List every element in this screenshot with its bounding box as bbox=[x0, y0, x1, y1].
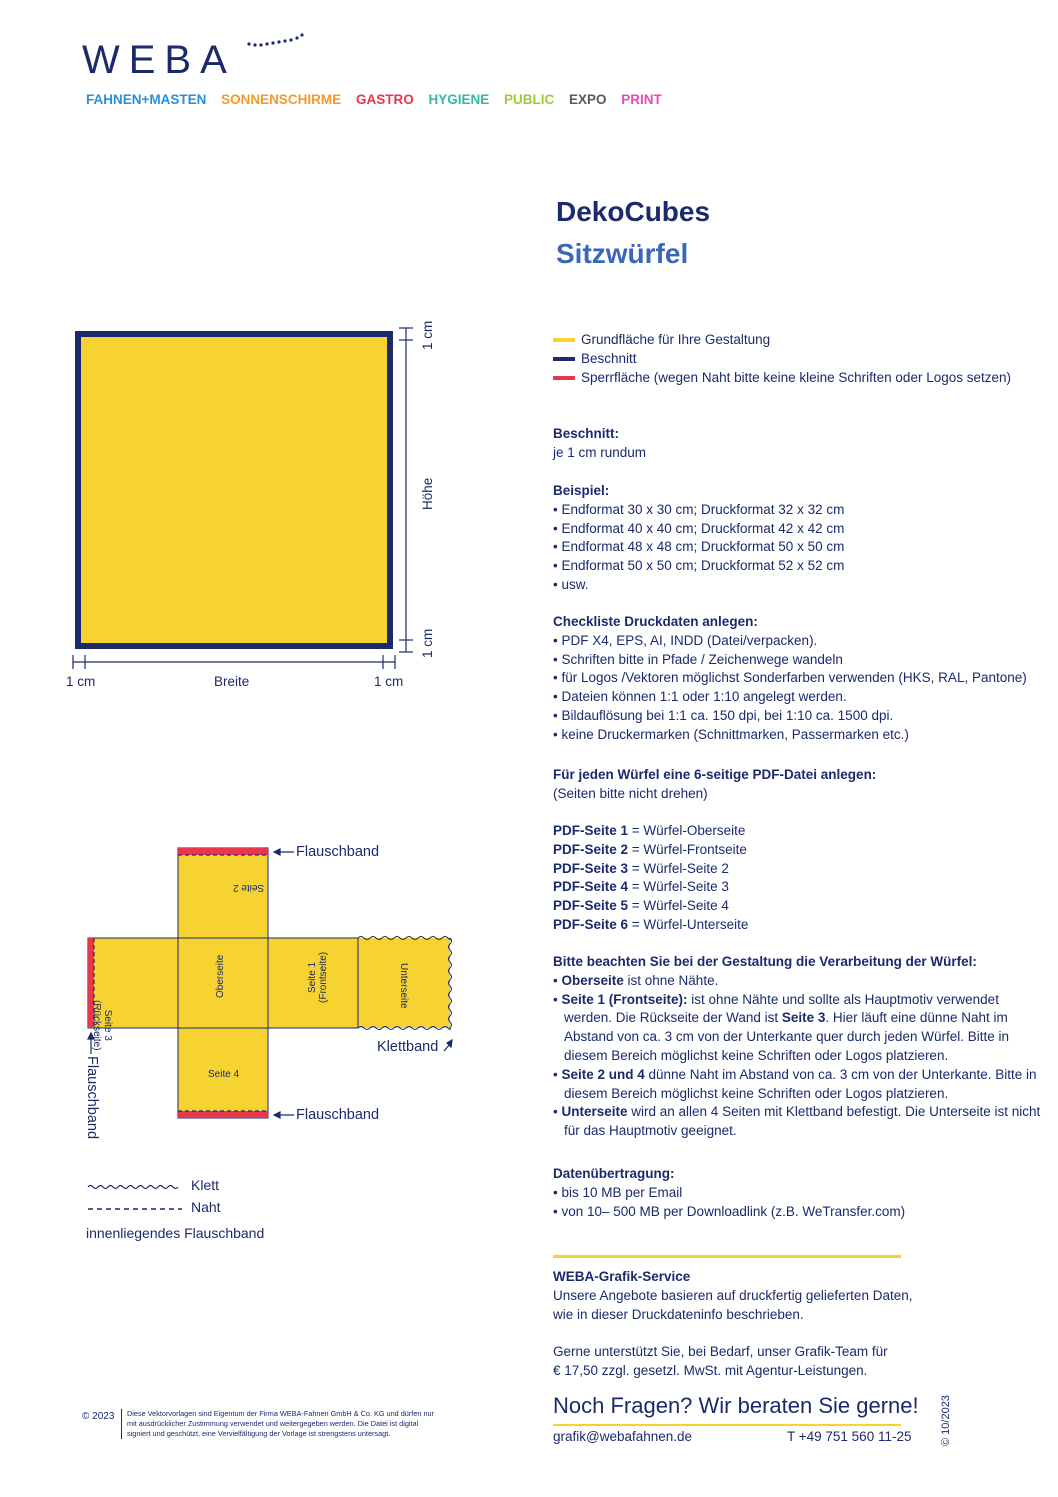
legend-label: Beschnitt bbox=[581, 351, 637, 366]
label-seite1-title: Seite 1 bbox=[307, 961, 318, 994]
key-klett: Klett bbox=[191, 1177, 220, 1193]
label-flauschband-top: Flauschband bbox=[296, 844, 380, 860]
bullet-bold: Oberseite bbox=[561, 972, 624, 988]
legend-item-sperrflaeche bbox=[553, 370, 1011, 385]
beschnitt-text: je 1 cm rundum bbox=[553, 444, 647, 460]
pdf-page-key: PDF-Seite 3 bbox=[553, 860, 629, 876]
bullet-text: ist ohne Nähte und sollte als Hauptmotiv verwendet werden. Die Rückseite der Wand ist bbox=[564, 991, 999, 1026]
list-item: • Oberseite ist ohne Nähte. bbox=[553, 972, 719, 988]
legend-label: Sperrfläche (wegen Naht bitte keine kleine Schriften oder Logos setzen) bbox=[581, 370, 1011, 385]
list-item: • Endformat 30 x 30 cm; Druckformat 32 x 32 cm bbox=[553, 501, 845, 517]
list-item: • Endformat 48 x 48 cm; Druckformat 50 x 50 cm bbox=[553, 539, 845, 555]
section-checkliste bbox=[553, 613, 1027, 745]
pdf-page-value: = Würfel-Frontseite bbox=[628, 841, 747, 857]
pdf-page-value: = Würfel-Oberseite bbox=[628, 823, 746, 838]
label-seite3-sub: (Rückseite) bbox=[91, 1000, 102, 1051]
list-item: • Seite 2 und 4 dünne Naht im Abstand von ca. 3 cm von der Unterkante. Bitte in diesem Bereich möglichst keine Schriften oder Logos platzieren. bbox=[553, 1066, 1037, 1101]
service-text: wie in dieser Druckdateninfo beschrieben. bbox=[553, 1306, 804, 1322]
pdf-page-value: = Würfel-Unterseite bbox=[628, 916, 749, 932]
contact-underline bbox=[553, 1424, 901, 1426]
label-seite4: Seite 4 bbox=[208, 1069, 240, 1080]
label-seite1 bbox=[307, 952, 329, 1003]
klett-wave-icon bbox=[88, 1186, 178, 1189]
list-item: • Seite 1 (Frontseite): ist ohne Nähte und sollte als Hauptmotiv verwendet werden. Die Rückseite der Wand ist Seite 3. Hier läuft eine dünne Naht im Abstand von ca. 3 cm von der Unterkante quer durch jeden Würfel. Bitte in diesem Bereich möglichst keine Schriften oder Logos platzieren. bbox=[553, 991, 1009, 1063]
bullet-text: ist ohne Nähte. bbox=[623, 972, 719, 988]
yellow-swatch bbox=[553, 338, 575, 342]
pdf-heading: Für jeden Würfel eine 6-seitige PDF-Datei anlegen: bbox=[553, 767, 877, 782]
product-subtitle: Sitzwürfel bbox=[556, 238, 689, 269]
label-seite3 bbox=[91, 1000, 113, 1051]
list-item: • von 10– 500 MB per Downloadlink (z.B. WeTransfer.com) bbox=[553, 1203, 906, 1219]
pdf-sub: (Seiten bitte nicht drehen) bbox=[553, 785, 708, 801]
category-public: PUBLIC bbox=[504, 92, 555, 107]
list-item: • keine Druckermarken (Schnittmarken, Passermarken etc.) bbox=[553, 726, 909, 742]
legend-item-beschnitt bbox=[553, 351, 637, 366]
dim-left-margin: 1 cm bbox=[66, 674, 96, 689]
bullet-bold: Seite 2 und 4 bbox=[561, 1066, 645, 1082]
category-hygiene: HYGIENE bbox=[428, 92, 490, 107]
legend-label: Grundfläche für Ihre Gestaltung bbox=[581, 332, 771, 347]
bullet-text: . Hier läuft eine dünne Naht im Abstand von ca. 3 cm von der Unterkante quer durch jeden Würfel. Bitte in diesem Bereich möglichst keine Schriften oder Logos platzieren. bbox=[564, 1010, 1009, 1063]
bullet-text: dünne Naht im Abstand von ca. 3 cm von der Unterkante. Bitte in diesem Bereich möglichst keine Schriften oder Logos platzieren. bbox=[564, 1066, 1037, 1101]
section-daten bbox=[553, 1165, 905, 1221]
dim-bottom-margin: 1 cm bbox=[420, 628, 435, 658]
list-item: • bis 10 MB per Email bbox=[553, 1184, 683, 1200]
pdf-page-value: = Würfel-Seite 4 bbox=[628, 898, 729, 914]
logo-dots-icon bbox=[247, 32, 307, 52]
contact-heading: Noch Fragen? Wir beraten Sie gerne! bbox=[553, 1393, 919, 1418]
list-item: • Bildauflösung bei 1:1 ca. 150 dpi, bei 1:10 ca. 1500 dpi. bbox=[553, 707, 894, 723]
section-beschnitt bbox=[553, 425, 646, 463]
pdf-page-row bbox=[553, 916, 748, 935]
pdf-page-row bbox=[553, 841, 748, 860]
service-heading: WEBA-Grafik-Service bbox=[553, 1269, 691, 1284]
pdf-page-key: PDF-Seite 4 bbox=[553, 879, 629, 895]
list-item: • für Logos /Vektoren möglichst Sonderfarben verwenden (HKS, RAL, Pantone) bbox=[553, 670, 1027, 686]
service-text: Unsere Angebote basieren auf druckfertig gelieferten Daten, bbox=[553, 1287, 913, 1303]
label-unterseite: Unterseite bbox=[398, 963, 409, 1009]
category-sonnenschirme: SONNENSCHIRME bbox=[221, 92, 342, 107]
beschnitt-heading: Beschnitt: bbox=[553, 426, 620, 441]
list-item: • PDF X4, EPS, AI, INDD (Datei/verpacken). bbox=[553, 632, 818, 648]
version-date: © 10/2023 bbox=[940, 1395, 952, 1446]
flausch-strip-top bbox=[178, 848, 268, 855]
category-expo: EXPO bbox=[569, 92, 607, 107]
pdf-page-value: = Würfel-Seite 3 bbox=[628, 879, 729, 895]
section-beispiel bbox=[553, 482, 844, 595]
bullet-bold: Seite 3 bbox=[781, 1010, 826, 1026]
pdf-page-key: PDF-Seite 2 bbox=[553, 841, 629, 857]
category-nav bbox=[86, 92, 673, 107]
list-item: • Endformat 50 x 50 cm; Druckformat 52 x 52 cm bbox=[553, 558, 845, 574]
legend-item-grundflaeche bbox=[553, 332, 770, 347]
service-text: Gerne unterstützt Sie, bei Bedarf, unser Grafik-Team für bbox=[553, 1344, 888, 1360]
category-gastro: GASTRO bbox=[355, 92, 414, 107]
flausch-strip-bottom bbox=[178, 1111, 268, 1118]
list-item: • Schriften bitte in Pfade / Zeichenwege wandeln bbox=[553, 651, 843, 667]
key-lines bbox=[86, 1180, 186, 1220]
list-item: • Dateien können 1:1 oder 1:10 angelegt werden. bbox=[553, 689, 847, 705]
dim-height: Höhe bbox=[420, 477, 435, 510]
divider bbox=[553, 1255, 901, 1258]
product-title: DekoCubes bbox=[556, 196, 711, 227]
print-area bbox=[78, 334, 390, 646]
label-oberseite: Oberseite bbox=[215, 954, 226, 998]
section-pdf bbox=[553, 766, 876, 804]
section-pdf-pages bbox=[553, 822, 748, 935]
dim-top-margin: 1 cm bbox=[420, 320, 435, 350]
daten-heading: Datenübertragung: bbox=[553, 1166, 675, 1181]
category-fahnen: FAHNEN+MASTEN bbox=[86, 92, 207, 107]
label-seite2: Seite 2 bbox=[233, 882, 265, 893]
red-swatch bbox=[553, 376, 575, 380]
bullet-text: wird an allen 4 Seiten mit Klettband befestigt. Die Unterseite ist nicht für das Hauptmotiv geeignet. bbox=[564, 1104, 1041, 1139]
pdf-page-key: PDF-Seite 6 bbox=[553, 916, 629, 932]
key-naht: Naht bbox=[191, 1199, 221, 1215]
dim-width: Breite bbox=[214, 674, 250, 689]
label-flauschband-bottom: Flauschband bbox=[296, 1107, 380, 1123]
label-klettband: Klettband bbox=[377, 1039, 439, 1055]
label-seite1-sub: (Frontseite) bbox=[318, 951, 329, 1003]
pdf-page-key: PDF-Seite 5 bbox=[553, 898, 629, 914]
key-flausch: innenliegendes Flauschband bbox=[86, 1225, 265, 1241]
cut-diagram bbox=[60, 315, 460, 700]
label-seite3-title: Seite 3 bbox=[102, 1009, 113, 1041]
copyright: © 2023 bbox=[82, 1411, 115, 1422]
navy-swatch bbox=[553, 357, 575, 361]
weba-logo: WEBA bbox=[82, 38, 236, 82]
legal-notice: Diese Vektorvorlagen sind Eigentum der Firma WEBA-Fahnen GmbH & Co. KG und dürfen nur mit ausdrücklicher Zustimmung verwendet und weitergegeben werden. Die Datei ist digital signiert und geschützt, eine Vervielfältigung der Vorlage ist strengstens untersagt. bbox=[121, 1409, 439, 1439]
pdf-page-row bbox=[553, 897, 748, 916]
section-service bbox=[553, 1268, 912, 1381]
face-seite2 bbox=[178, 848, 268, 938]
list-item: • Unterseite wird an allen 4 Seiten mit Klettband befestigt. Die Unterseite ist nicht für das Hauptmotiv geeignet. bbox=[553, 1104, 1041, 1139]
dim-right-margin: 1 cm bbox=[374, 674, 404, 689]
contact-email[interactable]: grafik@webafahnen.de bbox=[553, 1429, 693, 1444]
bullet-bold: Unterseite bbox=[561, 1104, 628, 1120]
contact-phone[interactable]: T +49 751 560 11-25 bbox=[787, 1429, 912, 1444]
pdf-page-row bbox=[553, 878, 748, 897]
section-verarbeitung bbox=[553, 953, 1043, 1141]
pdf-page-row bbox=[553, 860, 748, 879]
verarbeitung-heading: Bitte beachten Sie bei der Gestaltung die Verarbeitung der Würfel: bbox=[553, 954, 977, 969]
pdf-page-value: = Würfel-Seite 2 bbox=[628, 860, 729, 876]
pdf-page-row bbox=[553, 822, 748, 841]
list-item: • Endformat 40 x 40 cm; Druckformat 42 x 42 cm bbox=[553, 520, 845, 536]
service-text: € 17,50 zzgl. gesetzl. MwSt. mit Agentur-Leistungen. bbox=[553, 1362, 868, 1378]
beispiel-heading: Beispiel: bbox=[553, 483, 610, 498]
category-print: PRINT bbox=[621, 92, 662, 107]
pdf-page-key: PDF-Seite 1 bbox=[553, 823, 629, 838]
list-item: • usw. bbox=[553, 576, 589, 592]
bullet-bold: Seite 1 (Frontseite): bbox=[561, 991, 688, 1007]
label-flauschband-left: Flauschband bbox=[84, 1056, 100, 1140]
checkliste-heading: Checkliste Druckdaten anlegen: bbox=[553, 614, 758, 629]
